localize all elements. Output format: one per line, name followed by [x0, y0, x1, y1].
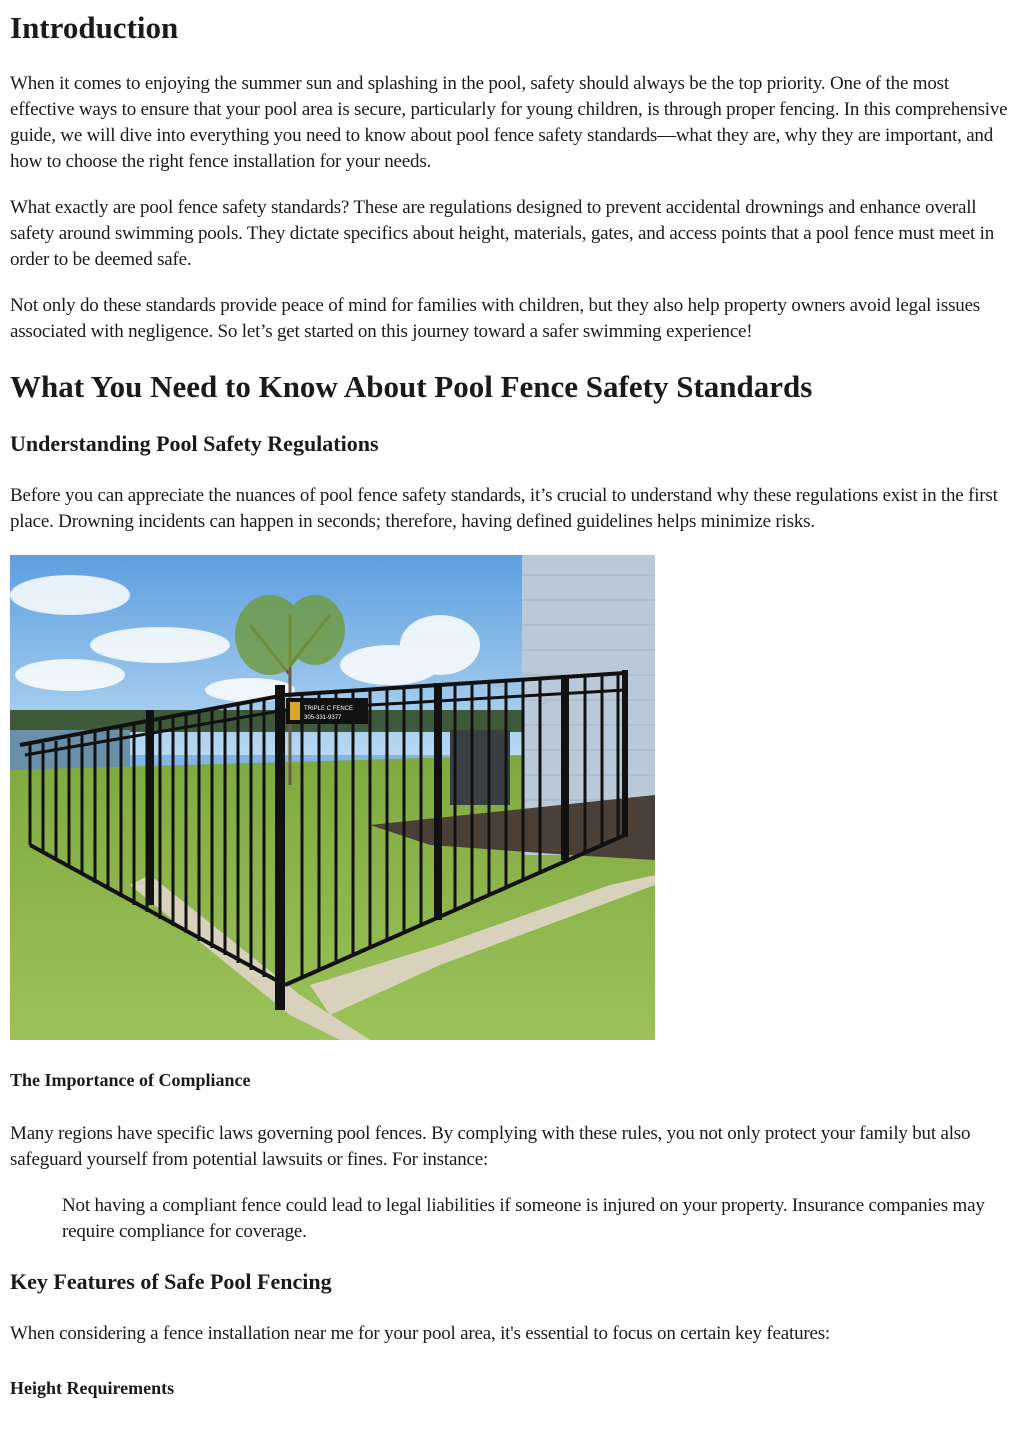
- pool-fence-photo: [10, 555, 655, 1040]
- compliance-paragraph: Many regions have specific laws governing pool fences. By complying with these rules, you not only protect your family but also safeguard yourself from potential lawsuits or fines. For instance:: [10, 1123, 971, 1170]
- fence-illustration: [10, 555, 655, 1040]
- fence-sign-line1: TRIPLE C FENCE: [304, 706, 354, 712]
- intro-heading: Introduction: [10, 10, 179, 45]
- regulations-heading: Understanding Pool Safety Regulations: [10, 431, 379, 456]
- intro-paragraph-3: Not only do these standards provide peace of mind for families with children, but they also help property owners avoid legal issues associated with negligence. So let’s get started on this journey toward a safer swimming experience!: [10, 295, 981, 342]
- compliance-blockquote: Not having a compliant fence could lead to legal liabilities if someone is injured on your property. Insurance companies may require compliance for coverage.: [62, 1195, 985, 1242]
- fence-sign: [286, 698, 368, 724]
- intro-paragraph-2: What exactly are pool fence safety standards? These are regulations designed to prevent accidental drownings and enhance overall safety around swimming pools. They dictate specifics about height, materials, gates, and access points that a pool fence must meet in order to be deemed safe.: [10, 197, 994, 270]
- compliance-heading: The Importance of Compliance: [10, 1070, 251, 1090]
- key-features-heading: Key Features of Safe Pool Fencing: [10, 1269, 332, 1294]
- standards-heading: What You Need to Know About Pool Fence Safety Standards: [10, 369, 813, 404]
- intro-paragraph-1: When it comes to enjoying the summer sun and splashing in the pool, safety should always be the top priority. One of the most effective ways to ensure that your pool area is secure, particularly for young children, is through proper fencing. In this comprehensive guide, we will dive into everything you need to know about pool fence safety standards—what they are, why they are important, and how to choose the right fence installation for your needs.: [10, 73, 1008, 172]
- key-features-paragraph: When considering a fence installation near me for your pool area, it's essential to focus on certain key features:: [10, 1323, 831, 1344]
- ac-unit: [450, 730, 510, 805]
- fence-sign-line2: 305-331-9377: [304, 715, 342, 721]
- height-requirements-heading: Height Requirements: [10, 1378, 175, 1398]
- regulations-paragraph: Before you can appreciate the nuances of pool fence safety standards, it’s crucial to understand why these regulations exist in the first place. Drowning incidents can happen in seconds; therefore, having defined guidelines helps minimize risks.: [10, 485, 998, 532]
